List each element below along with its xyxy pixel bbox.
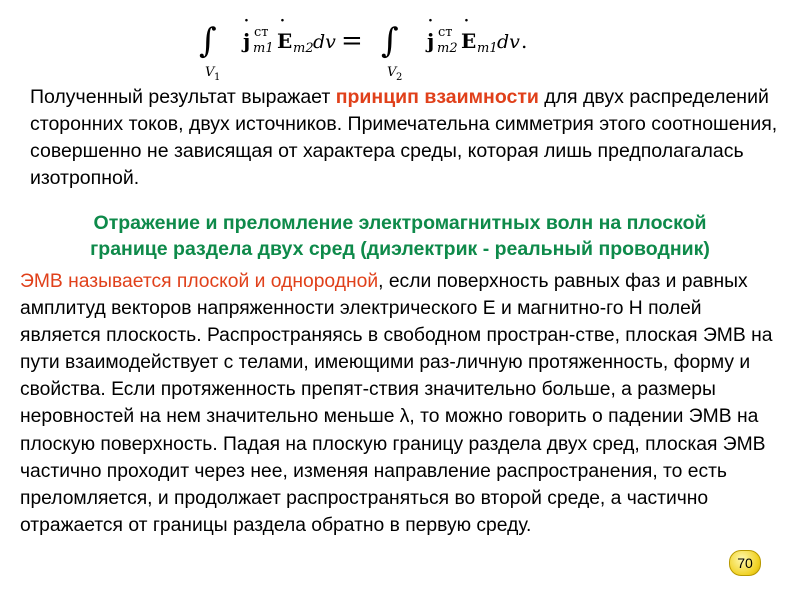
formula-rhs-e: E [461,29,477,53]
reciprocity-paragraph [30,84,780,192]
formula-lhs-domain-index: 1 [214,72,221,83]
formula-equals: = [341,26,363,56]
reciprocity-formula [195,12,555,86]
formula-rhs-j-sup: ст [438,25,453,40]
paragraph-text-before: Полученный результат выражает [30,86,336,108]
integral-sign-right: ∫ [381,21,399,61]
emv-term: ЭМВ [20,271,63,292]
formula-lhs-dv: dv [313,31,336,53]
formula-rhs-j: j [427,29,435,53]
formula-rhs-j-dot: · [428,13,433,29]
section-heading-line2: границе раздела двух сред (диэлектрик - реальный проводник) [90,238,710,260]
reciprocity-principle-term: принцип взаимности [335,86,539,108]
formula-lhs-e-sub: m2 [293,41,314,56]
formula-lhs-j-sup: ст [254,25,269,40]
formula-lhs-j-sub: m1 [253,41,274,56]
formula-lhs-j: j [243,29,251,53]
section-heading [20,210,780,262]
page-number: 70 [737,555,753,571]
formula-lhs-j-dot: · [244,13,249,29]
formula-rhs-e-sub: m1 [477,41,498,56]
emv-definition: называется плоской и однородной [62,271,379,292]
page-number-badge [729,550,761,576]
formula-graphic [195,12,555,86]
paragraph-text-after: для двух распределений сторонних токов, двух источников. Примечательна симметрия этого соотношения, совершенно не зависящая от характера среды, которая лишь предполагалась изотропной. [30,86,778,189]
formula-rhs-j-sub: m2 [437,41,458,56]
section-heading-line1: Отражение и преломление электромагнитных волн на плоской [93,212,707,234]
formula-rhs-e-dot: · [464,13,469,29]
integral-sign-left: ∫ [199,21,217,61]
formula-period: . [521,29,528,53]
formula-lhs-domain: V [205,65,215,80]
formula-lhs-e-dot: · [280,13,285,29]
body-paragraph [20,268,782,539]
body-text: , если поверхность равных фаз и равных амплитуд векторов напряженности электрического Е и магнитно-го Н полей является плоскость. Распространяясь в свободном простран-стве, плоская ЭМВ на пути взаимодействует с телами, имеющими раз-личную протяженность, форму и свойства. Если протяженность препят-ствия значительно больше, а размеры неровностей на нем значительно меньше λ, то можно говорить о падении ЭМВ на плоскую поверхность. Падая на плоскую границу раздела двух сред, плоская ЭМВ частично проходит через нее, изменяя направление распространения, то есть преломляется, и продолжает распространяться во второй среде, а частично отражается от границы раздела обратно в первую среду. [20,271,773,536]
formula-lhs-e: E [277,29,293,53]
formula-rhs-domain-index: 2 [396,72,403,83]
formula-rhs-domain: V [387,65,397,80]
formula-rhs-dv: dv [497,31,520,53]
